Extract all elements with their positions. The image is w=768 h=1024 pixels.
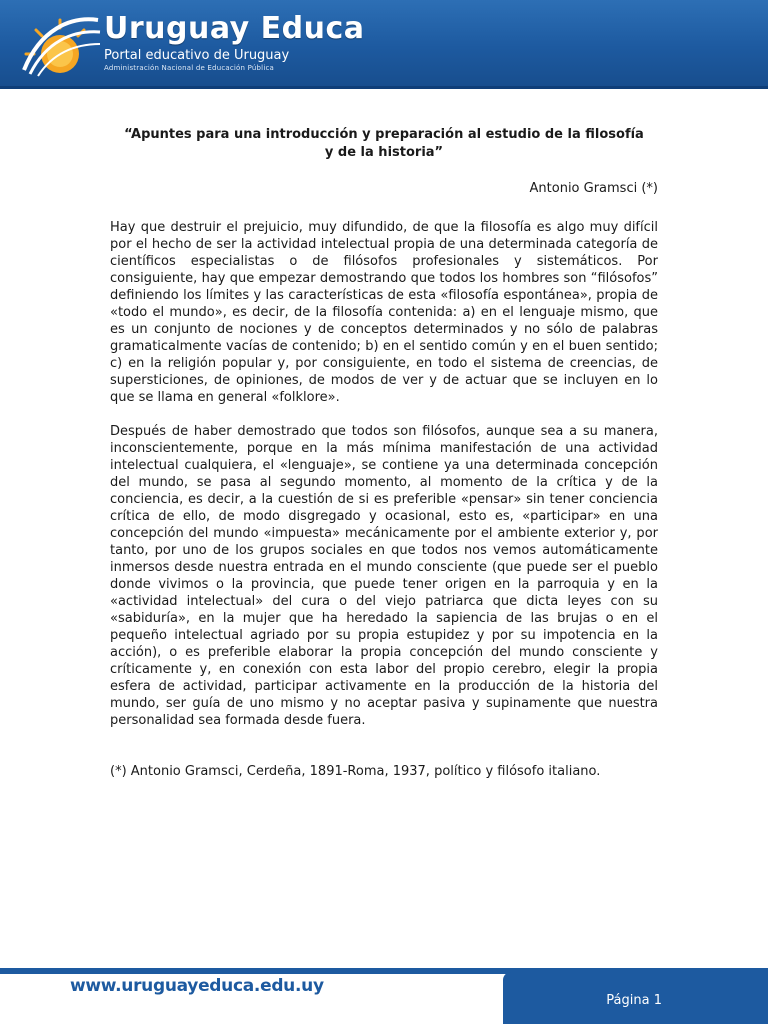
document-title: “Apuntes para una introducción y preparación al estudio de la filosofía y de la historia” bbox=[124, 127, 644, 160]
footer-url-link[interactable]: www.uruguayeduca.edu.uy bbox=[70, 976, 324, 996]
brand-admin: Administración Nacional de Educación Pública bbox=[104, 64, 275, 72]
brand-subtitle: Portal educativo de Uruguay bbox=[104, 48, 290, 63]
sun-logo-icon bbox=[20, 10, 102, 78]
page-header bbox=[0, 0, 768, 89]
paragraph-1: Hay que destruir el prejuicio, muy difundido, de que la filosofía es algo muy difícil por el hecho de ser la actividad intelectual propia de una determinada categoría de científicos especialistas o de filósofos profesionales y sistemáticos. Por consiguiente, hay que empezar demostrando que todos los hombres son “filósofos” definiendo los límites y las características de esta «filosofía espontánea», propia de «todo el mundo», es decir, de la filosofía contenida: a) en el lenguaje mismo, que es un conjunto de nociones y de conceptos determinados y no sólo de palabras gramaticalmente vacías de contenido; b) en el sentido común y en el buen sentido; c) en la religión popular y, por consiguiente, en todo el sistema de creencias, de supersticiones, de opiniones, de modos de ver y de actuar que se incluyen en lo que se llama en general «folklore». bbox=[110, 220, 658, 405]
footnote: (*) Antonio Gramsci, Cerdeña, 1891-Roma, 1937, político y filósofo italiano. bbox=[110, 764, 601, 779]
page-footer bbox=[0, 968, 768, 1024]
brand-title: Uruguay Educa bbox=[104, 11, 365, 46]
page-number: Página 1 bbox=[606, 993, 662, 1008]
paragraph-2: Después de haber demostrado que todos son filósofos, aunque sea a su manera, inconscientemente, porque en la más mínima manifestación de una actividad intelectual cualquiera, el «lenguaje», se contiene ya una determinada concepción del mundo, se pasa al segundo momento, al momento de la crítica y de la conciencia, es decir, a la cuestión de si es preferible «pensar» sin tener conciencia crítica de ello, de modo disgregado y ocasional, esto es, «participar» en una concepción del mundo «impuesta» mecánicamente por el ambiente exterior y, por tanto, por uno de los grupos sociales en que todos nos vemos automáticamente inmersos desde nuestra entrada en el mundo consciente (que puede ser el pueblo donde vivimos o la provincia, que puede tener origen en la parroquia y en la «actividad intelectual» del cura o del viejo patriarca que dicta leyes con su «sabiduría», en la mujer que ha heredado la sapiencia de las brujas o en el pequeño intelectual agriado por su propia estupidez y por su impotencia en la acción), o es preferible elaborar la propia concepción del mundo consciente y críticamente y, en conexión con esta labor del propio cerebro, elegir la propia esfera de actividad, participar activamente en la producción de la historia del mundo, ser guía de uno mismo y no aceptar pasiva y supinamente que nuestra personalidad sea formada desde fuera. bbox=[110, 424, 658, 728]
document-body bbox=[110, 126, 658, 781]
document-author: Antonio Gramsci (*) bbox=[529, 181, 658, 196]
